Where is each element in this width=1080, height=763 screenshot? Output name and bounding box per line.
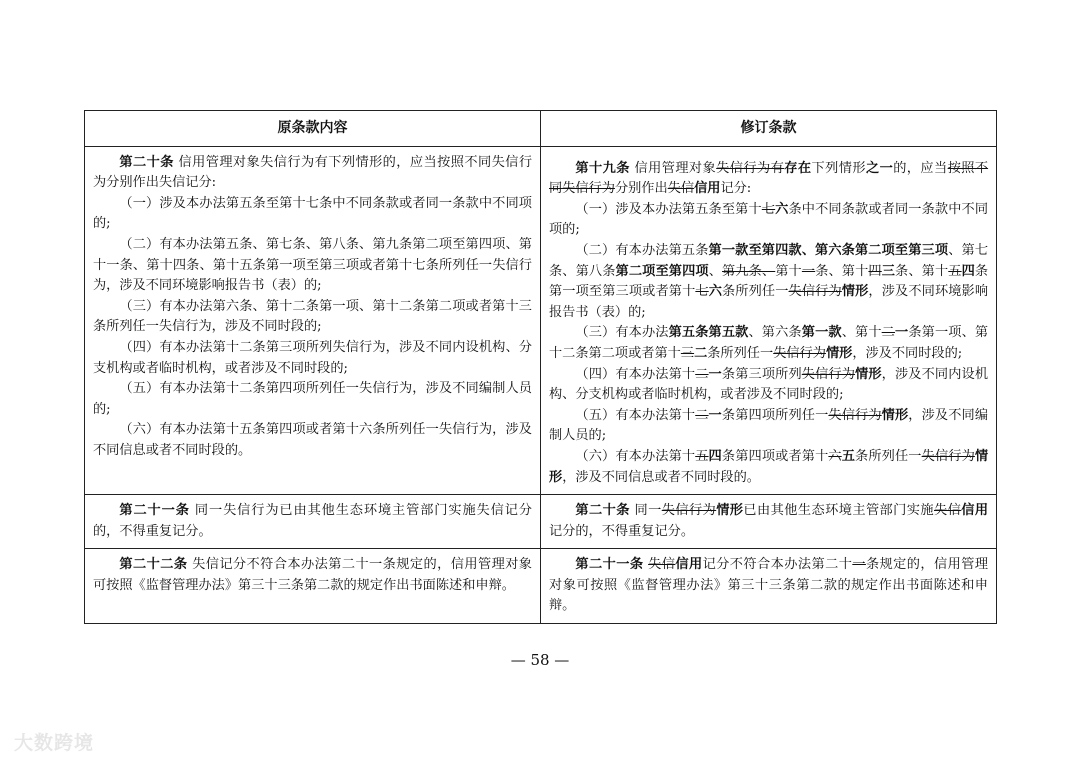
deleted-text: 失信行为 — [788, 284, 842, 300]
clause-text: 记分的，不得重复记分。 — [549, 523, 695, 539]
inserted-text: 情形 — [716, 503, 744, 519]
watermark-logo: 大数跨境 — [14, 732, 95, 754]
inserted-text: 一 — [708, 407, 722, 423]
clause-paragraph — [93, 338, 532, 379]
clause-text: 记分: — [720, 181, 752, 197]
deleted-text: 三 — [680, 345, 695, 361]
clause-text: ，涉及不同编制人员的; — [549, 407, 989, 444]
table-row — [85, 549, 997, 624]
inserted-text: 四 — [961, 263, 975, 279]
inserted-text: 存在 — [784, 160, 812, 176]
clause-paragraph — [93, 297, 532, 338]
inserted-text: 信用 — [961, 503, 989, 519]
clause-text: 条中不同条款或者同一条款中不同项的; — [549, 201, 989, 238]
clause-text: 条规定的，信用管理对象可按照《监督管理办法》第三十三条第二款的规定作出书面陈述和申辩。 — [549, 557, 989, 614]
article-number: 第二十条 — [119, 154, 174, 170]
inserted-text: 第一款至第四款、第六条第二项至第三项 — [708, 242, 949, 258]
inserted-text: 情形 — [549, 448, 989, 485]
deleted-text: 二 — [881, 325, 895, 341]
article-number: 第二十一条 — [119, 503, 190, 519]
clause-text: 第十 — [775, 263, 802, 279]
clause-text: （一）涉及本办法第五条至第十七条中不同条款或者同一条款中不同项的; — [93, 195, 532, 232]
deleted-text: 失信 — [667, 181, 695, 197]
deleted-text: 五 — [695, 448, 709, 464]
inserted-text: 信用 — [694, 181, 721, 197]
clause-text: ，涉及不同环境影响报告书（表）的; — [549, 284, 989, 320]
inserted-text: 第五条第五款 — [668, 325, 749, 341]
inserted-text: 四 — [708, 448, 722, 464]
clause-paragraph — [549, 406, 988, 447]
deleted-text: 五 — [948, 263, 962, 279]
clause-text: 条第一项、第十二条第二项或者第十 — [549, 325, 989, 361]
original-cell — [85, 495, 541, 549]
revised-cell — [541, 495, 997, 549]
deleted-text: 七 — [695, 284, 709, 300]
article-number: 第二十一条 — [575, 557, 644, 573]
article-number: 第十九条 — [575, 160, 630, 176]
inserted-text: 情形 — [825, 345, 853, 361]
table-header-row — [85, 111, 997, 147]
deleted-text: 失信 — [934, 503, 962, 519]
deleted-text: 二 — [695, 407, 709, 423]
clause-paragraph — [93, 235, 532, 297]
clause-paragraph — [549, 241, 988, 323]
header-revised: 修订条款 — [541, 111, 997, 147]
clause-text: （三）有本办法 — [575, 325, 669, 341]
deleted-text: 失信行为有 — [716, 160, 785, 176]
deleted-text: 一 — [801, 263, 816, 279]
revised-cell — [541, 146, 997, 495]
inserted-text: 第二项至第四项 — [615, 263, 709, 279]
inserted-text: 情形 — [841, 284, 869, 300]
deleted-text: 按照不同失信行为 — [549, 160, 989, 197]
clause-paragraph — [93, 379, 532, 420]
clause-text: 条、第十 — [895, 263, 949, 279]
inserted-text: 信用 — [675, 557, 703, 573]
clause-text: （四）有本办法第十二条第三项所列失信行为，涉及不同内设机构、分支机构或者临时机构，或者涉及不同时段的; — [93, 339, 532, 376]
inserted-text: 之一 — [865, 160, 894, 176]
inserted-text: 情形 — [881, 407, 909, 423]
clause-text: 分别作出 — [614, 181, 668, 197]
deleted-text: 第九条、 — [722, 263, 776, 279]
clause-paragraph — [93, 153, 532, 194]
clause-paragraph — [549, 365, 988, 406]
clause-paragraph — [549, 555, 988, 617]
clause-text: （一）涉及本办法第五条至第十 — [575, 201, 762, 217]
clause-paragraph — [93, 194, 532, 235]
clause-text: （六）有本办法第十 — [575, 448, 696, 464]
clause-paragraph — [549, 200, 988, 241]
clause-text: 条、第十 — [815, 263, 869, 279]
clause-text: （五）有本办法第十 — [575, 407, 696, 423]
clause-text: 、第七条、第八条 — [549, 242, 989, 279]
original-cell — [85, 549, 541, 624]
page-number: — 58 — — [510, 651, 570, 669]
deleted-text: 失信行为 — [801, 366, 856, 382]
original-cell — [85, 146, 541, 495]
clause-text: 记分不符合本办法第二十 — [702, 557, 853, 573]
clause-text: （六）有本办法第十五条第四项或者第十六条所列任一失信行为，涉及不同信息或者不同时段的。 — [93, 422, 532, 458]
clause-text: 、第六条 — [748, 325, 802, 341]
clause-paragraph — [93, 420, 532, 461]
clause-paragraph — [549, 501, 988, 542]
clause-text: ，涉及不同信息或者不同时段的。 — [562, 469, 760, 485]
inserted-text: 二 — [694, 345, 708, 361]
clause-text: 、第十 — [841, 325, 882, 341]
clause-text: 已由其他生态环境主管部门实施 — [743, 503, 935, 519]
inserted-text: 六 — [708, 284, 722, 300]
article-number: 第二十二条 — [119, 557, 188, 573]
comparison-table — [84, 110, 997, 624]
revised-cell — [541, 549, 997, 624]
clause-text: 条第四项或者第十 — [721, 448, 829, 464]
clause-text: ，涉及不同时段的; — [852, 345, 963, 361]
clause-text: 同一 — [629, 503, 662, 519]
clause-paragraph — [93, 555, 532, 596]
clause-text: （五）有本办法第十二条第四项所列任一失信行为，涉及不同编制人员的; — [93, 381, 532, 417]
inserted-text: 一 — [894, 325, 909, 341]
clause-text: （二）有本办法第五条 — [575, 242, 709, 258]
inserted-text: 六 — [775, 201, 789, 217]
deleted-text: 失信行为 — [828, 407, 882, 423]
deleted-text: 六 — [828, 448, 842, 464]
clause-text: 的，应当 — [893, 160, 948, 176]
clause-paragraph — [549, 447, 988, 488]
deleted-text: 四 — [868, 263, 882, 279]
table-row — [85, 146, 997, 495]
clause-text: 信用管理对象 — [629, 160, 717, 176]
clause-text: ，涉及不同内设机构、分支机构或者临时机构，或者涉及不同时段的; — [549, 366, 989, 403]
deleted-text: 一 — [852, 557, 866, 573]
deleted-text: 二 — [695, 366, 709, 382]
clause-text: 信用管理对象失信行为有下列情形的，应当按照不同失信行为分别作出失信记分: — [93, 154, 533, 191]
inserted-text: 情形 — [855, 366, 882, 382]
clause-paragraph — [93, 501, 532, 542]
clause-text: （三）有本办法第六条、第十二条第一项、第十二条第二项或者第十三条所列任一失信行为，涉及不同时段的; — [93, 298, 532, 335]
article-number: 第二十条 — [575, 503, 630, 519]
deleted-text: 失信 — [648, 557, 676, 573]
clause-text: 失信记分不符合本办法第二十一条规定的，信用管理对象可按照《监督管理办法》第三十三条第二款的规定作出书面陈述和申辩。 — [93, 557, 532, 593]
inserted-text: 五 — [841, 448, 856, 464]
clause-text: 条第一项至第三项或者第十 — [549, 263, 989, 300]
inserted-text: 一 — [708, 366, 722, 382]
clause-paragraph — [549, 159, 988, 200]
clause-text: 同一失信行为已由其他生态环境主管部门实施失信记分的，不得重复记分。 — [93, 503, 532, 539]
table-row — [85, 495, 997, 549]
clause-text: 条第四项所列任一 — [721, 407, 829, 423]
deleted-text: 七 — [761, 201, 776, 217]
deleted-text: 失信行为 — [773, 345, 826, 361]
clause-text: 条所列任一 — [707, 345, 774, 361]
clause-text: （二）有本办法第五条、第七条、第八条、第九条第二项至第四项、第十一条、第十四条、第十五条第一项至第三项或者第十七条所列任一失信行为，涉及不同环境影响报告书（表）的; — [93, 236, 532, 294]
clause-paragraph — [549, 323, 988, 364]
clause-text: 条第三项所列 — [721, 366, 802, 382]
inserted-text: 第一款 — [801, 325, 842, 341]
deleted-text: 失信行为 — [921, 448, 975, 464]
deleted-text: 失信行为 — [661, 503, 717, 519]
clause-text: 、 — [708, 263, 723, 279]
clause-text: 条所列任一 — [722, 284, 789, 300]
inserted-text: 三 — [881, 263, 896, 279]
clause-text: （四）有本办法第十 — [575, 366, 696, 382]
clause-text: 条所列任一 — [855, 448, 922, 464]
header-original: 原条款内容 — [85, 111, 541, 147]
clause-text: 下列情形 — [811, 160, 866, 176]
